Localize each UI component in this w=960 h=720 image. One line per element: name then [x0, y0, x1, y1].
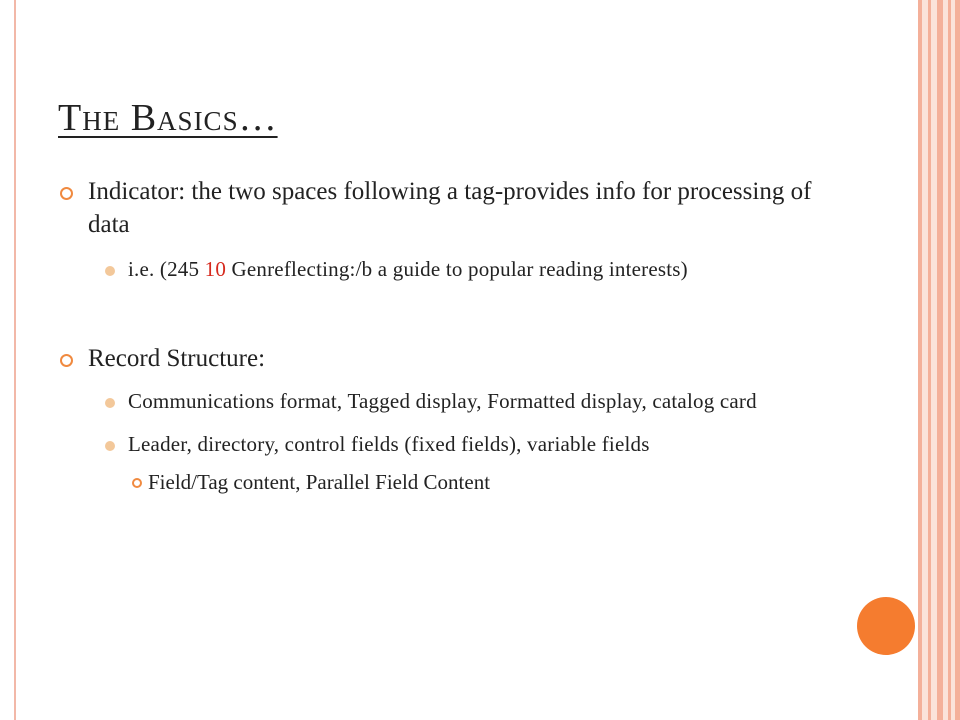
left-decorative-rule: [14, 0, 16, 720]
bullet-text: Indicator: the two spaces following a tag-provides info for processing of data: [88, 178, 812, 238]
dot-bullet-icon: [105, 266, 115, 276]
example-prefix: i.e. (245: [128, 257, 205, 281]
slide-title: The Basics…: [58, 97, 278, 139]
bullet-level1: [60, 175, 830, 241]
decorative-stripe: [955, 0, 960, 720]
slide-content: [60, 175, 830, 497]
bullet-level1: [60, 342, 830, 375]
bullet-text: Record Structure:: [88, 345, 266, 372]
dot-bullet-icon: [105, 441, 115, 451]
decorative-stripe: [928, 0, 931, 720]
orange-circle-decoration: [857, 597, 915, 655]
bullet-level3: [60, 467, 830, 497]
example-suffix: Genreflecting:/b a guide to popular reading interests): [226, 257, 688, 281]
indicator-highlight: 10: [204, 257, 227, 281]
small-ring-bullet-icon: [132, 478, 142, 488]
decorative-stripe: [937, 0, 943, 720]
bullet-level2: [60, 253, 830, 286]
ring-bullet-icon: [60, 354, 73, 367]
bullet-text: Field/Tag content, Parallel Field Content: [148, 470, 491, 494]
bullet-text: Communications format, Tagged display, Formatted display, catalog card: [128, 389, 757, 413]
dot-bullet-icon: [105, 398, 115, 408]
bullet-text: Leader, directory, control fields (fixed fields), variable fields: [128, 432, 650, 456]
bullet-level2: [60, 385, 830, 418]
ring-bullet-icon: [60, 187, 73, 200]
bullet-level2: [60, 428, 830, 461]
decorative-stripe: [948, 0, 951, 720]
decorative-stripe: [918, 0, 922, 720]
